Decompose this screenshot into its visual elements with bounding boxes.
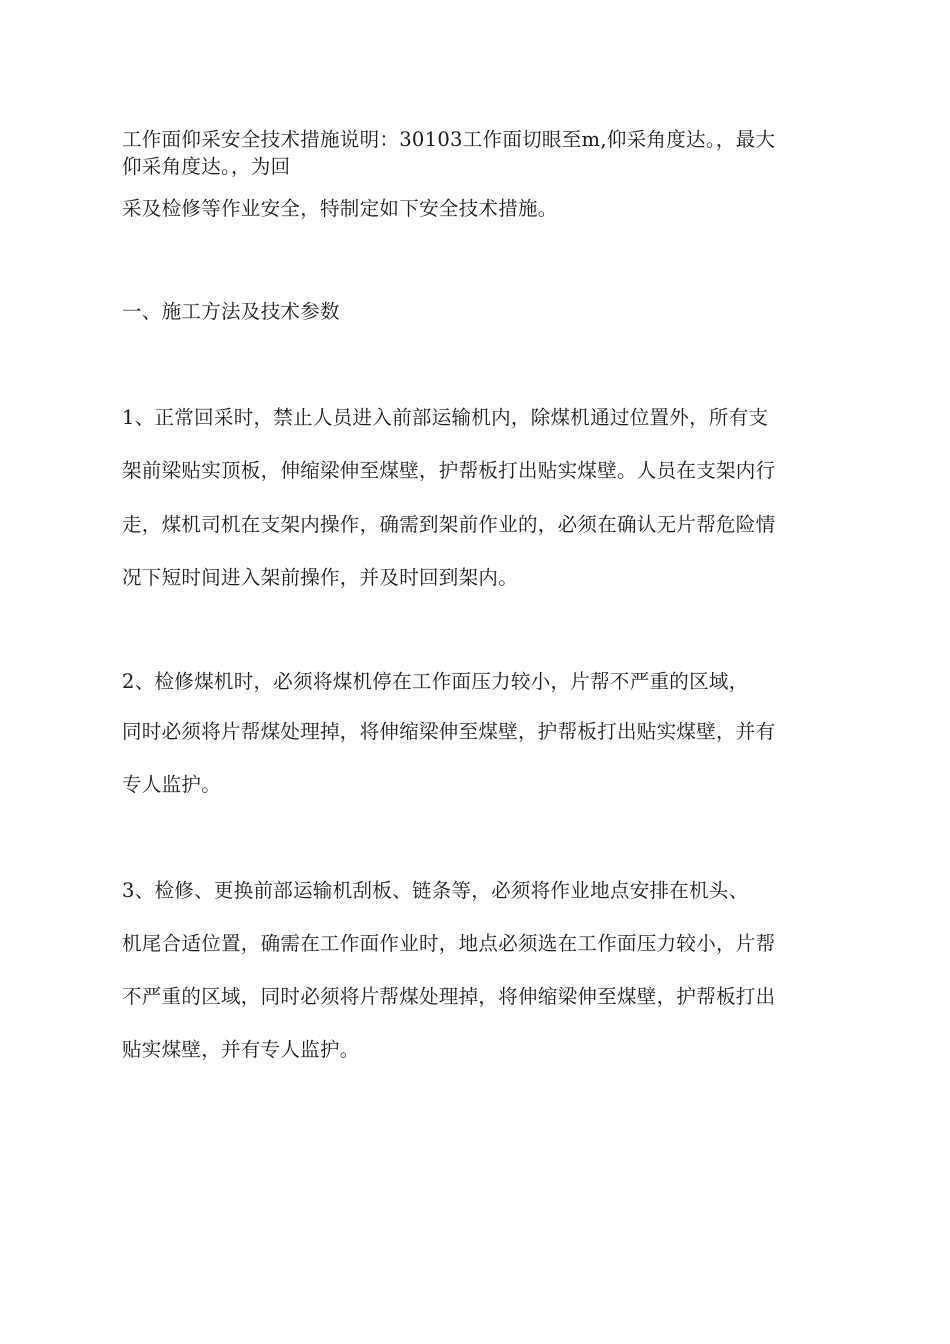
item-3-line-1: 3、检修、更换前部运输机刮板、链条等，必须将作业地点安排在机头、 xyxy=(122,879,749,902)
item-2-line-2: 同时必须将片帮煤处理掉，将伸缩梁伸至煤壁，护帮板打出贴实煤壁，并有 xyxy=(122,720,776,743)
item-1-line-3: 走，煤机司机在支架内操作，确需到架前作业的，必须在确认无片帮危险情 xyxy=(122,513,776,536)
item-3-line-4: 贴实煤壁，并有专人监护。 xyxy=(122,1038,360,1061)
intro-line-1: 工作面仰采安全技术措施说明：30103工作面切眼至m,仰采角度达。，最大 xyxy=(122,128,776,151)
item-2-line-3: 专人监护。 xyxy=(122,773,222,796)
item-3-line-3: 不严重的区域，同时必须将片帮煤处理掉，将伸缩梁伸至煤壁，护帮板打出 xyxy=(122,985,776,1008)
item-1-line-1: 1、正常回采时，禁止人员进入前部运输机内，除煤机通过位置外，所有支 xyxy=(122,406,769,429)
intro-line-3: 采及检修等作业安全，特制定如下安全技术措施。 xyxy=(122,197,558,220)
section-heading: 一、施工方法及技术参数 xyxy=(122,300,340,323)
item-1-line-4: 况下短时间进入架前操作，并及时回到架内。 xyxy=(122,566,519,589)
intro-line-2: 仰采角度达。，为回 xyxy=(122,155,291,178)
intro-paragraph xyxy=(122,126,834,180)
item-2-line-1: 2、检修煤机时，必须将煤机停在工作面压力较小，片帮不严重的区域， xyxy=(122,670,749,693)
item-1-line-2: 架前梁贴实顶板，伸缩梁伸至煤壁，护帮板打出贴实煤壁。人员在支架内行 xyxy=(122,459,776,482)
item-3-line-2: 机尾合适位置，确需在工作面作业时，地点必须选在工作面压力较小，片帮 xyxy=(122,932,776,955)
